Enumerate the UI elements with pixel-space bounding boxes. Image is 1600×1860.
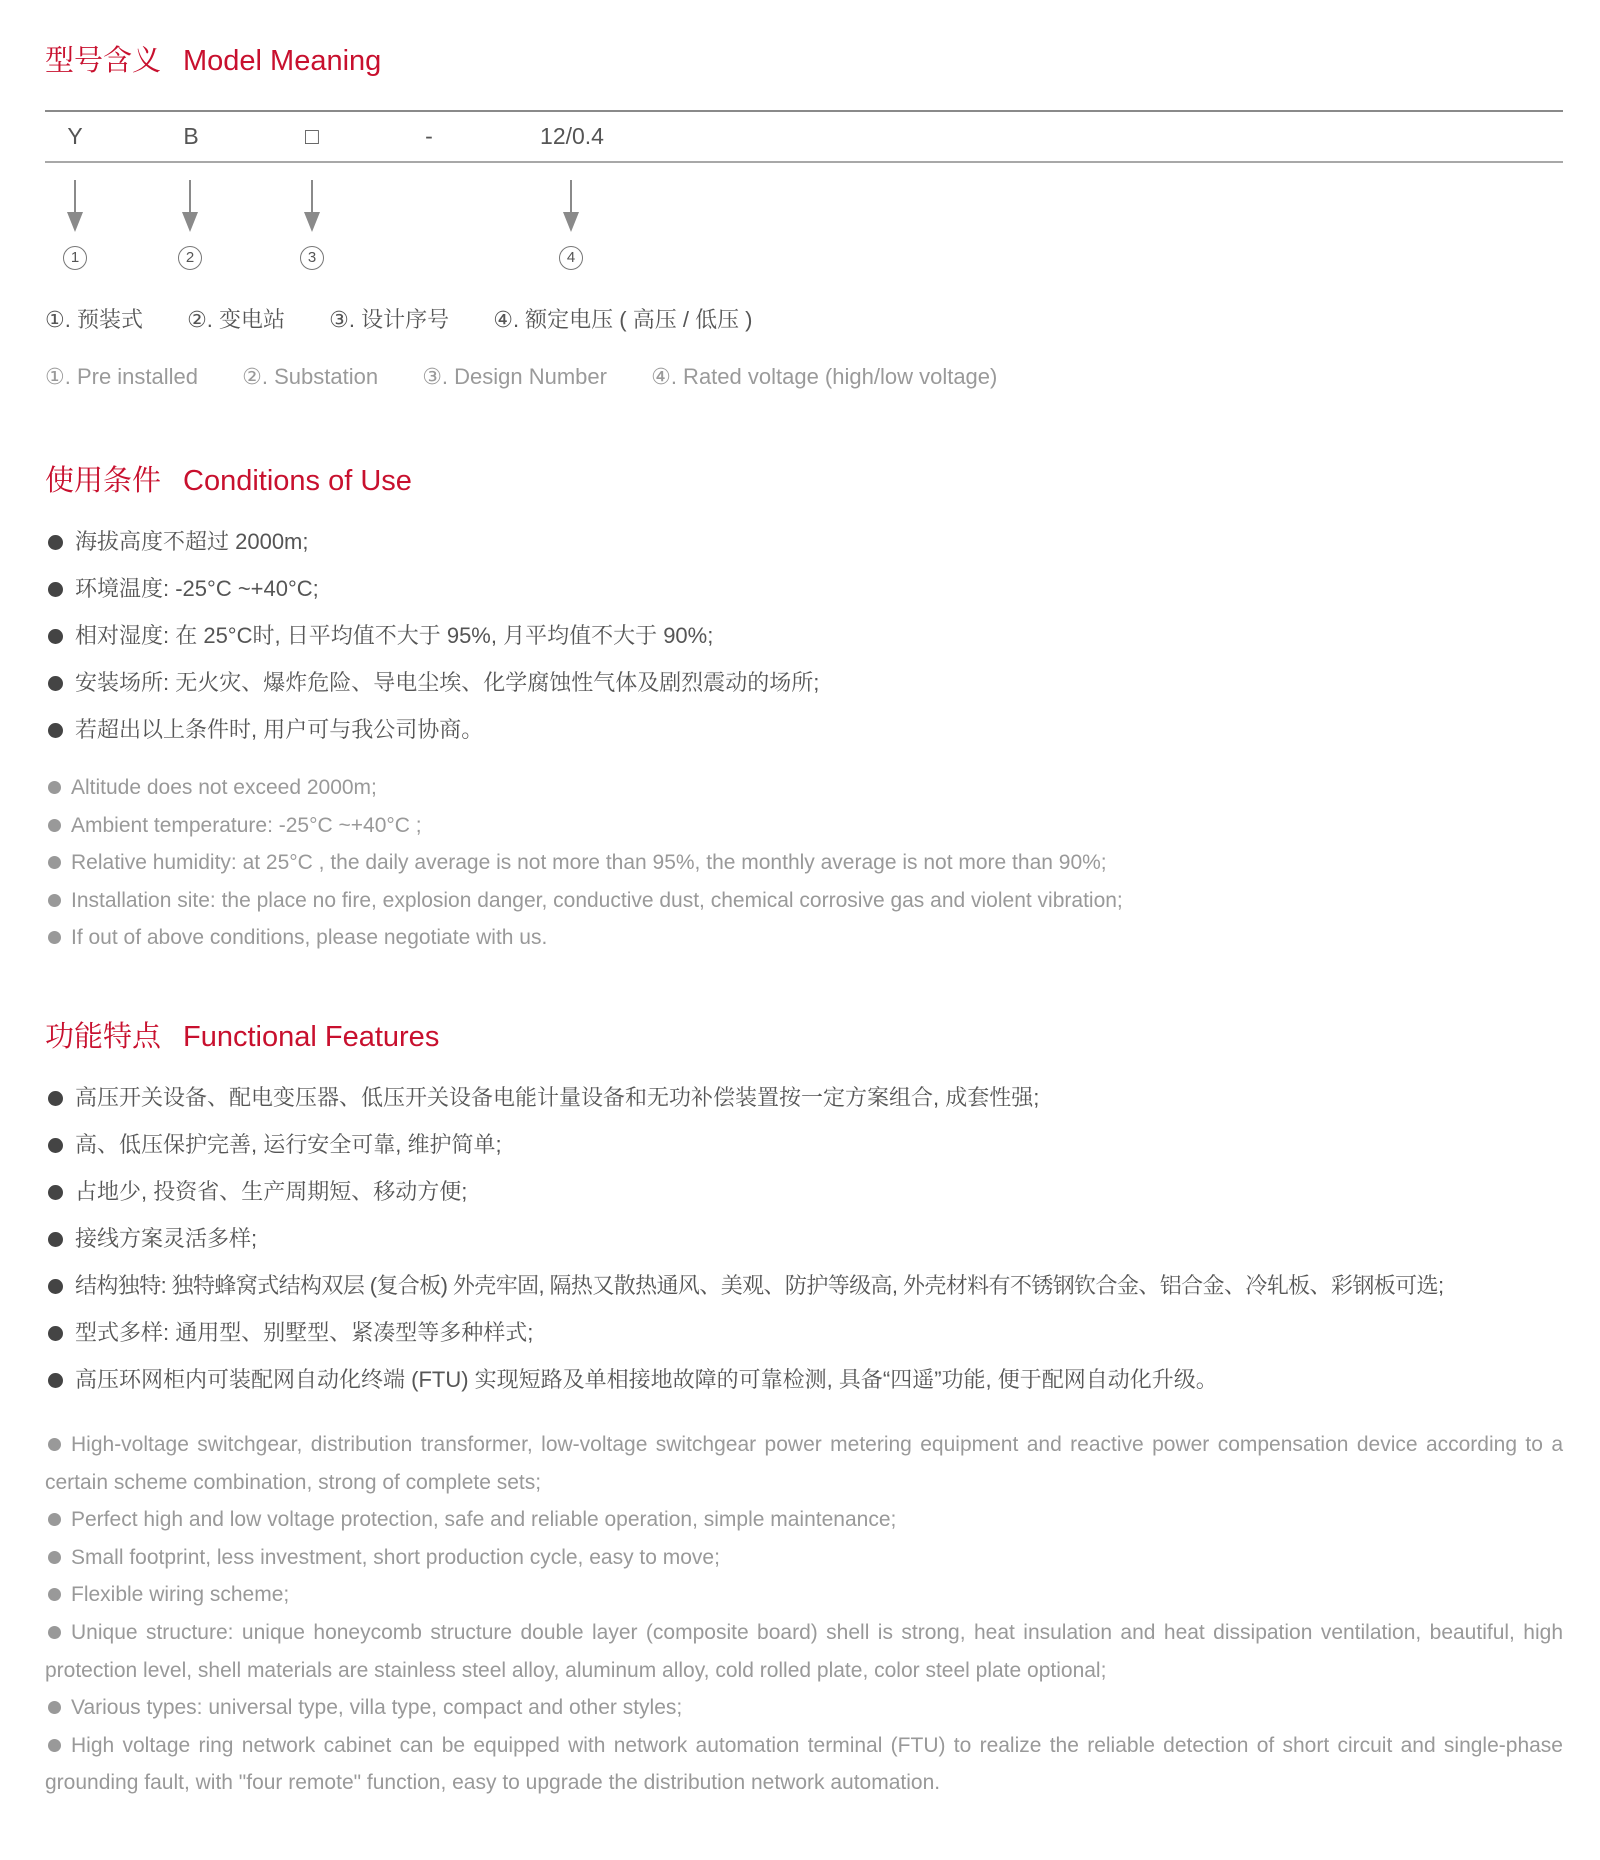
legend-zh	[45, 305, 791, 335]
circled-number-3: 3	[300, 246, 324, 270]
list-item: 结构独特: 独特蜂窝式结构双层 (复合板) 外壳牢固, 隔热又散热通风、美观、防护等级高, 外壳材料有不锈钢钦合金、铝合金、冷轧板、彩钢板可选;	[45, 1262, 1563, 1309]
circled-number-2: 2	[178, 246, 202, 270]
bullet-icon	[48, 1373, 63, 1388]
list-item: Perfect high and low voltage protection, safe and reliable operation, simple maintenance;	[45, 1501, 1563, 1539]
list-item: High-voltage switchgear, distribution transformer, low-voltage switchgear power metering equipment and reactive power compensation device according to a certain scheme combination, strong of complete sets;	[45, 1433, 1563, 1494]
list-item: 相对湿度: 在 25°C时, 日平均值不大于 95%, 月平均值不大于 90%;	[45, 612, 1563, 659]
list-item: High voltage ring network cabinet can be equipped with network automation terminal (FTU) to realize the reliable detection of short circuit and single-phase grounding fault, with "four remote" function, easy to upgrade the distribution network automation.	[45, 1733, 1563, 1795]
features-list-zh	[45, 1074, 1563, 1403]
heading-en: Conditions of Use	[183, 465, 412, 497]
list-item: 高、低压保护完善, 运行安全可靠, 维护简单;	[45, 1121, 1563, 1168]
heading-en: Model Meaning	[183, 45, 382, 77]
legend-zh-item: ③. 设计序号	[329, 307, 450, 332]
features-list-en	[45, 1426, 1563, 1802]
bullet-icon	[48, 676, 63, 691]
legend-zh-item: ①. 预装式	[45, 307, 143, 332]
bullet-icon	[48, 781, 61, 794]
legend-en-item: ④. Rated voltage (high/low voltage)	[651, 364, 998, 389]
down-arrow-icon	[182, 180, 198, 232]
bottom-rule	[45, 161, 1563, 163]
list-item: Relative humidity: at 25°C , the daily average is not more than 95%, the monthly average is not more than 90%;	[45, 844, 1563, 882]
list-item: 占地少, 投资省、生产周期短、移动方便;	[45, 1168, 1563, 1215]
conditions-list-en	[45, 769, 1563, 957]
bullet-icon	[48, 1185, 63, 1200]
bullet-icon	[48, 1438, 61, 1451]
legend-en-item: ③. Design Number	[422, 364, 607, 389]
list-item: 海拔高度不超过 2000m;	[45, 518, 1563, 565]
list-item: 高压开关设备、配电变压器、低压开关设备电能计量设备和无功补偿装置按一定方案组合, 成套性强;	[45, 1074, 1563, 1121]
bullet-icon	[48, 1138, 63, 1153]
list-item: Unique structure: unique honeycomb structure double layer (composite board) shell is strong, heat insulation and heat dissipation ventilation, beautiful, high protection level, shell materials are stainless steel alloy, aluminum alloy, cold rolled plate, color steel plate optional;	[45, 1620, 1563, 1682]
bullet-icon	[48, 1588, 61, 1601]
circled-number-1: 1	[63, 246, 87, 270]
down-arrow-icon	[563, 180, 579, 232]
list-item: 安装场所: 无火灾、爆炸危险、导电尘埃、化学腐蚀性气体及剧烈震动的场所;	[45, 659, 1563, 706]
bullet-icon	[48, 629, 63, 644]
list-item: 型式多样: 通用型、别墅型、紧凑型等多种样式;	[45, 1309, 1563, 1356]
bullet-icon	[48, 1551, 61, 1564]
bullet-icon	[48, 856, 61, 869]
section-heading-functional-features	[45, 1019, 439, 1055]
list-item: Ambient temperature: -25°C ~+40°C ;	[45, 807, 1563, 845]
down-arrow-icon	[67, 180, 83, 232]
section-heading-model-meaning	[45, 43, 381, 79]
list-item: Various types: universal type, villa type, compact and other styles;	[45, 1689, 1563, 1727]
legend-en-item: ②. Substation	[242, 364, 379, 389]
heading-zh: 型号含义	[45, 45, 162, 77]
list-item: 接线方案灵活多样;	[45, 1215, 1563, 1262]
top-rule	[45, 110, 1563, 112]
legend-zh-item: ②. 变电站	[187, 307, 286, 332]
bullet-icon	[48, 1626, 61, 1639]
bullet-icon	[48, 894, 61, 907]
heading-zh: 功能特点	[45, 1021, 162, 1053]
heading-zh: 使用条件	[45, 465, 162, 497]
circled-number-4: 4	[559, 246, 583, 270]
down-arrow-icon	[304, 180, 320, 232]
list-item: Flexible wiring scheme;	[45, 1576, 1563, 1614]
bullet-icon	[48, 535, 63, 550]
bullet-icon	[48, 931, 61, 944]
list-item: 高压环网柜内可装配网自动化终端 (FTU) 实现短路及单相接地故障的可靠检测, 具备“四遥”功能, 便于配网自动化升级。	[45, 1356, 1563, 1403]
bullet-icon	[48, 1232, 63, 1247]
section-heading-conditions-of-use	[45, 463, 412, 499]
code-part-dash: -	[425, 123, 433, 149]
code-part-b: B	[183, 123, 199, 149]
bullet-icon	[48, 1279, 63, 1294]
list-item: Installation site: the place no fire, explosion danger, conductive dust, chemical corrosive gas and violent vibration;	[45, 882, 1563, 920]
heading-en: Functional Features	[183, 1021, 440, 1053]
legend-zh-item: ④. 额定电压 ( 高压 / 低压 )	[493, 307, 753, 332]
bullet-icon	[48, 723, 63, 738]
list-item: 环境温度: -25°C ~+40°C;	[45, 565, 1563, 612]
code-part-design-box: □	[305, 123, 319, 149]
conditions-list-zh	[45, 518, 1563, 753]
code-part-voltage: 12/0.4	[540, 123, 604, 149]
bullet-icon	[48, 1326, 63, 1341]
bullet-icon	[48, 582, 63, 597]
bullet-icon	[48, 819, 61, 832]
list-item: If out of above conditions, please negotiate with us.	[45, 919, 1563, 957]
bullet-icon	[48, 1513, 61, 1526]
bullet-icon	[48, 1091, 63, 1106]
bullet-icon	[48, 1739, 61, 1752]
code-part-y: Y	[67, 123, 83, 149]
bullet-icon	[48, 1701, 61, 1714]
legend-en	[45, 362, 1035, 392]
list-item: 若超出以上条件时, 用户可与我公司协商。	[45, 706, 1563, 753]
list-item: Altitude does not exceed 2000m;	[45, 769, 1563, 807]
legend-en-item: ①. Pre installed	[45, 364, 199, 389]
list-item: Small footprint, less investment, short production cycle, easy to move;	[45, 1539, 1563, 1577]
